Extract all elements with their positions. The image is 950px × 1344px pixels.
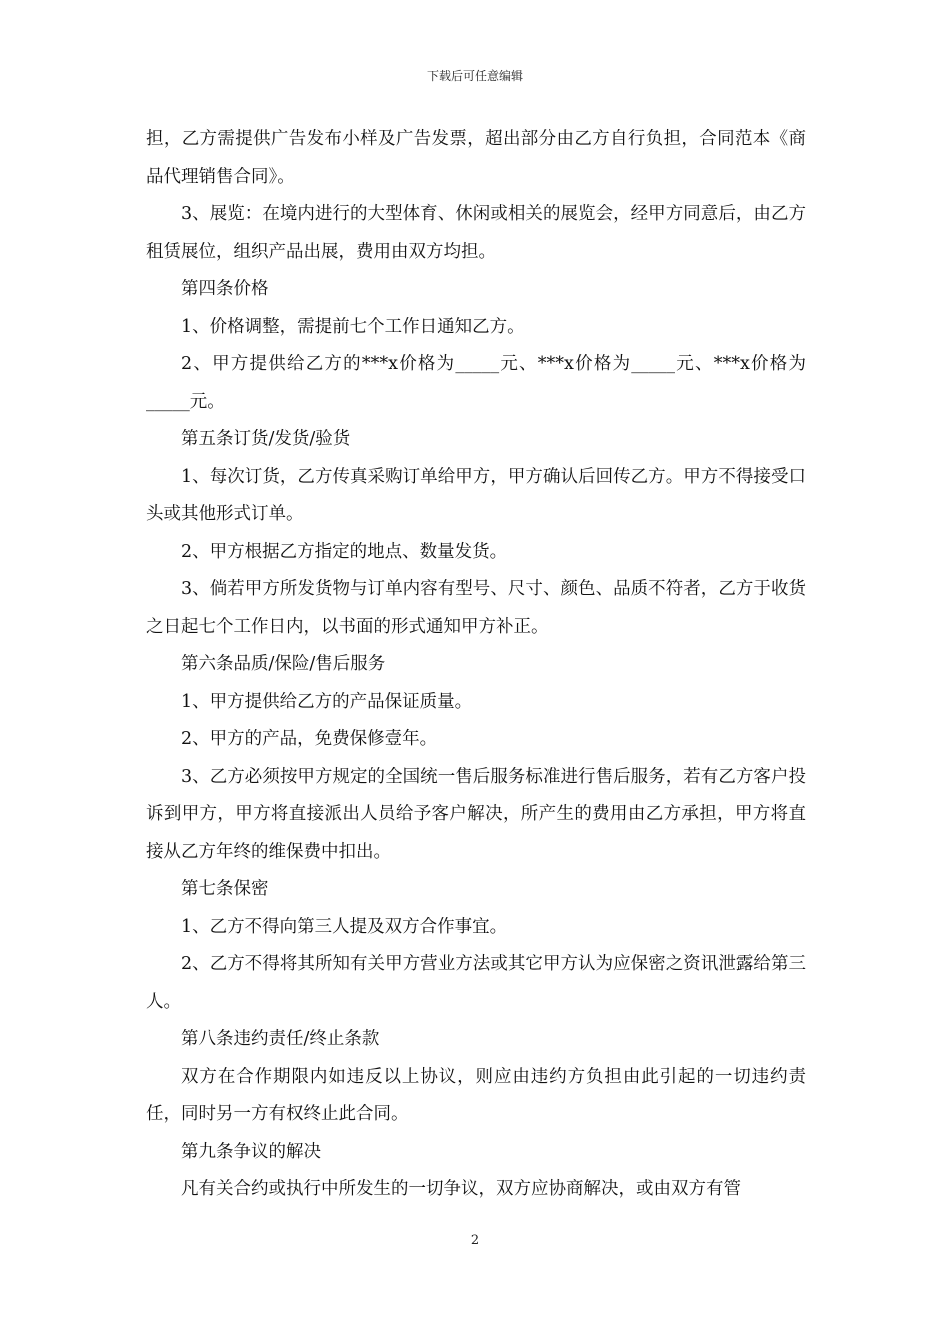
paragraph: 1、甲方提供给乙方的产品保证质量。 bbox=[181, 691, 473, 712]
section-heading: 第九条争议的解决 bbox=[181, 1141, 321, 1162]
paragraph: 2、甲方根据乙方指定的地点、数量发货。 bbox=[181, 541, 508, 562]
paragraph: 双方在合作期限内如违反以上协议，则应由违约方负担由此引起的一切违约责任，同时另一方有权终止此合同。 bbox=[146, 1066, 806, 1124]
section-heading: 第七条保密 bbox=[181, 879, 269, 899]
page-header: 下载后可任意编辑 bbox=[426, 69, 523, 83]
paragraph: 1、乙方不得向第三人提及双方合作事宜。 bbox=[181, 916, 508, 937]
section-heading: 第四条价格 bbox=[181, 279, 269, 299]
paragraph: 凡有关合约或执行中所发生的一切争议，双方应协商解决，或由双方有管 bbox=[181, 1179, 741, 1199]
paragraph: 3、乙方必须按甲方规定的全国统一售后服务标准进行售后服务，若有乙方客户投诉到甲方，甲方将直接派出人员给予客户解决，所产生的费用由乙方承担，甲方将直接从乙方年终的维保费中扣出。 bbox=[146, 766, 806, 862]
paragraph: 1、每次订货，乙方传真采购订单给甲方，甲方确认后回传乙方。甲方不得接受口头或其他形式订单。 bbox=[146, 466, 806, 524]
section-heading: 第五条订货/发货/验货 bbox=[181, 429, 351, 449]
paragraph: 担，乙方需提供广告发布小样及广告发票，超出部分由乙方自行负担，合同范本《商品代理销售合同》。 bbox=[146, 129, 806, 187]
paragraph: 2、甲方提供给乙方的***x价格为_____元、***x价格为_____元、***x价格为_____元。 bbox=[146, 354, 806, 412]
section-heading: 第六条品质/保险/售后服务 bbox=[181, 654, 386, 674]
paragraph: 1、价格调整，需提前七个工作日通知乙方。 bbox=[181, 316, 525, 337]
document-body bbox=[146, 121, 806, 1209]
paragraph: 3、倘若甲方所发货物与订单内容有型号、尺寸、颜色、品质不符者，乙方于收货之日起七个工作日内，以书面的形式通知甲方补正。 bbox=[146, 579, 806, 637]
paragraph: 2、甲方的产品，免费保修壹年。 bbox=[181, 729, 438, 749]
paragraph: 2、乙方不得将其所知有关甲方营业方法或其它甲方认为应保密之资讯泄露给第三人。 bbox=[146, 954, 806, 1012]
page-number: 2 bbox=[470, 1233, 480, 1248]
paragraph: 3、展览：在境内进行的大型体育、休闲或相关的展览会，经甲方同意后，由乙方租赁展位，组织产品出展，费用由双方均担。 bbox=[146, 204, 806, 262]
section-heading: 第八条违约责任/终止条款 bbox=[181, 1029, 380, 1049]
